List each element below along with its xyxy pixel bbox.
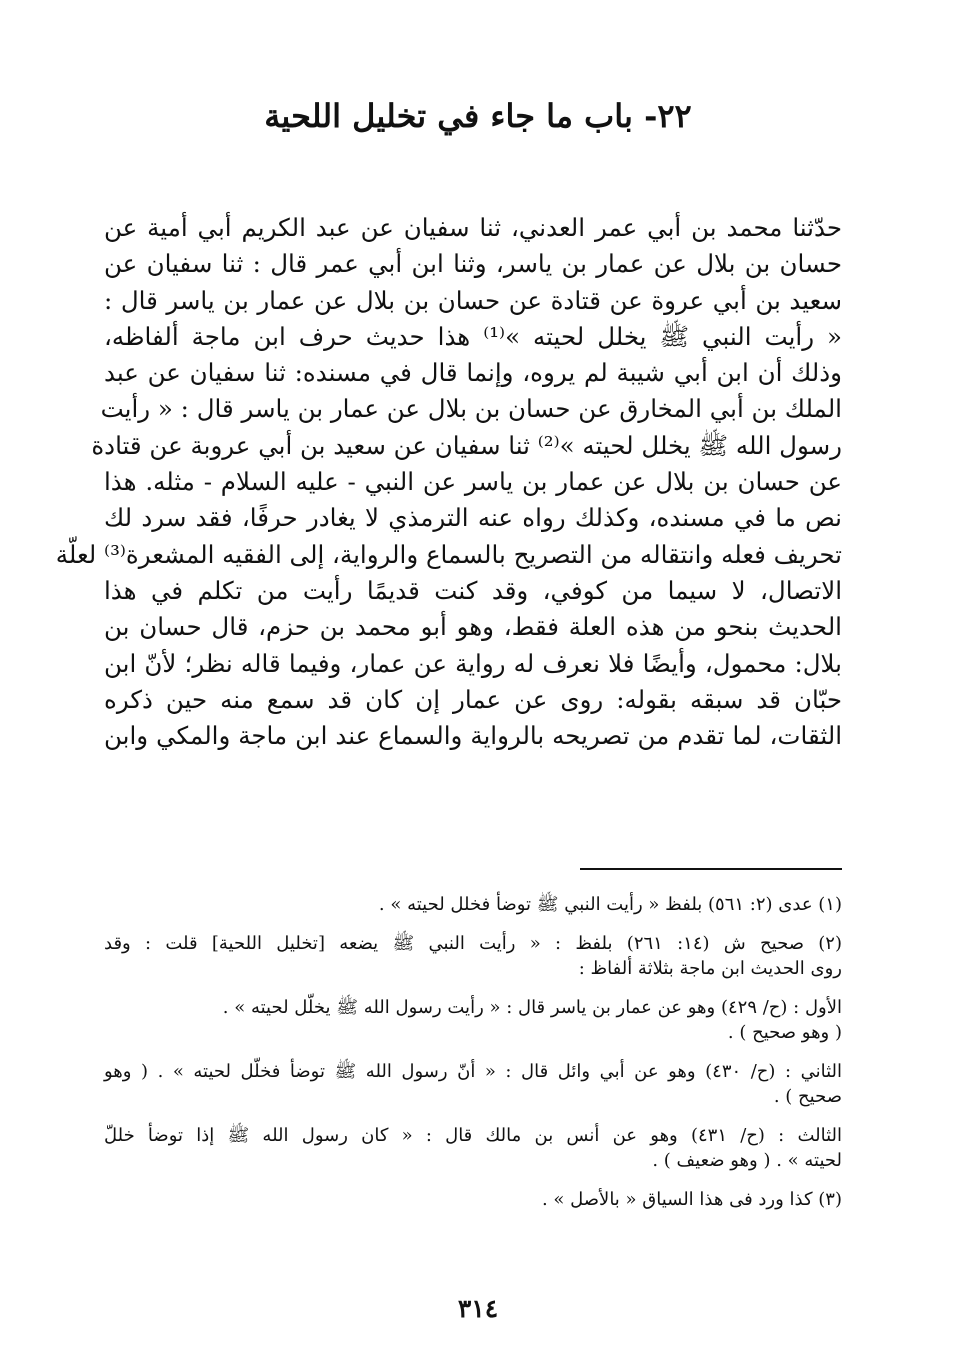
text-line: بلال: محمول، وأيضًا فلا نعرف له رواية عن عمار، وفيما قاله نظر؛ لأنّ ابن [104,648,842,678]
footnotes [104,892,842,1212]
text-line: تحريف فعله وانتقاله من التصريح بالسماع والرواية، إلى الفقيه المشعرة⁽³⁾ لعلّة [55,539,842,569]
text-line: « رأيت النبي ﷺ يخلل لحيته »⁽¹⁾ هذا حديث حرف ابن ماجة ألفاظه، [104,321,842,351]
footnote-line: الثالث : (ح/ ٤٣١) وهو عن أنس بن مالك قال : « كان رسول الله ﷺ إذا توضأ خللّ [104,1125,843,1146]
main-text [55,210,842,754]
footnote-2-first-wording [104,995,842,1045]
footnote-2-third-wording [104,1123,842,1173]
footnote-2 [104,931,842,981]
footnote-line: روى الحديث ابن ماجة بثلاثة ألفاظ : [578,958,842,979]
text-line: وذلك أن ابن أبي شيبة لم يروه، وإنما قال في مسنده: ثنا سفيان عن عبد [104,358,842,388]
footnote-line: الأول : (ح/ ٤٢٩) وهو عن عمار بن ياسر قال : « رأيت رسول الله ﷺ يخلّل لحيته » . [222,997,842,1018]
text-line: حبّان قد سبقه بقوله: روى عن عمار إن كان قد سمع منه حين ذكره [104,684,842,714]
text-line: عن حسان بن بلال عن عمار بن ياسر عن النبي - عليه السلام - مثله. هذا [104,467,842,497]
text-line: الثقات، لما تقدم من تصريحه بالرواية والسماع عند ابن ماجة والمكي وابن [104,721,842,751]
footnote-line: ( وهو صحيح ) . [727,1022,842,1043]
footnote-separator [580,868,842,870]
footnote-2-second-wording [104,1059,842,1109]
text-line: حدّثنا محمد بن أبي عمر العدني، ثنا سفيان عن عبد الكريم أبي أمية عن [104,213,842,242]
chapter-title: ٢٢- باب ما جاء في تخليل اللحية [264,97,692,135]
footnote-line: (١) عدى (٢: ٥٦١) بلفظ « رأيت النبي ﷺ توضأ فخلل لحيته » . [378,894,842,915]
page-number: ٣١٤ [457,1294,499,1323]
footnote-line: الثاني : (ح/ ٤٣٠) وهو عن أبي وائل قال : « أنّ رسول الله ﷺ توضأ فخلّل لحيته » . ( وهو [104,1061,842,1082]
text-line: الملك بن أبي المخارق عن حسان بن بلال عن عمار بن ياسر قال : « رأيت [100,394,842,424]
text-line: حسان بن بلال عن عمار بن ياسر، وثنا ابن أبي عمر قال : ثنا سفيان عن [104,249,842,279]
footnote-line: (٣) كذا ورد فى هذا السياق « بالأصل » . [541,1189,842,1210]
footnote-line: (٢) صحيح ش (١٤: ٢٦١) بلفظ : « رأيت النبي ﷺ يضعه [تخليل اللحية] قلت : وقد [104,933,842,954]
footnote-line: صحيح ) . [773,1086,842,1107]
footnote-1 [104,892,842,917]
text-line: سعيد بن أبي عروة عن قتادة عن حسان بن بلال عن عمار بن ياسر قال : [104,285,842,315]
footnote-line: لحيته » . ( وهو ضعيف ) . [652,1150,842,1171]
footnote-3 [104,1187,842,1212]
text-line: الحديث بنحو من هذه العلة فقط، وهو أبو محمد بن حزم، قال حسان بن [104,612,842,642]
text-line: نص ما في مسنده، وكذلك رواه عنه الترمذي لا يغادر حرفًا، فقد سرد لك [104,503,842,533]
text-line: رسول الله ﷺ يخلل لحيته »⁽²⁾ ثنا سفيان عن سعيد بن أبي عروبة عن قتادة [91,430,842,460]
text-line: الاتصال، لا سيما من كوفي، وقد كنت قديمًا رأيت من تكلم في هذا [104,575,842,605]
